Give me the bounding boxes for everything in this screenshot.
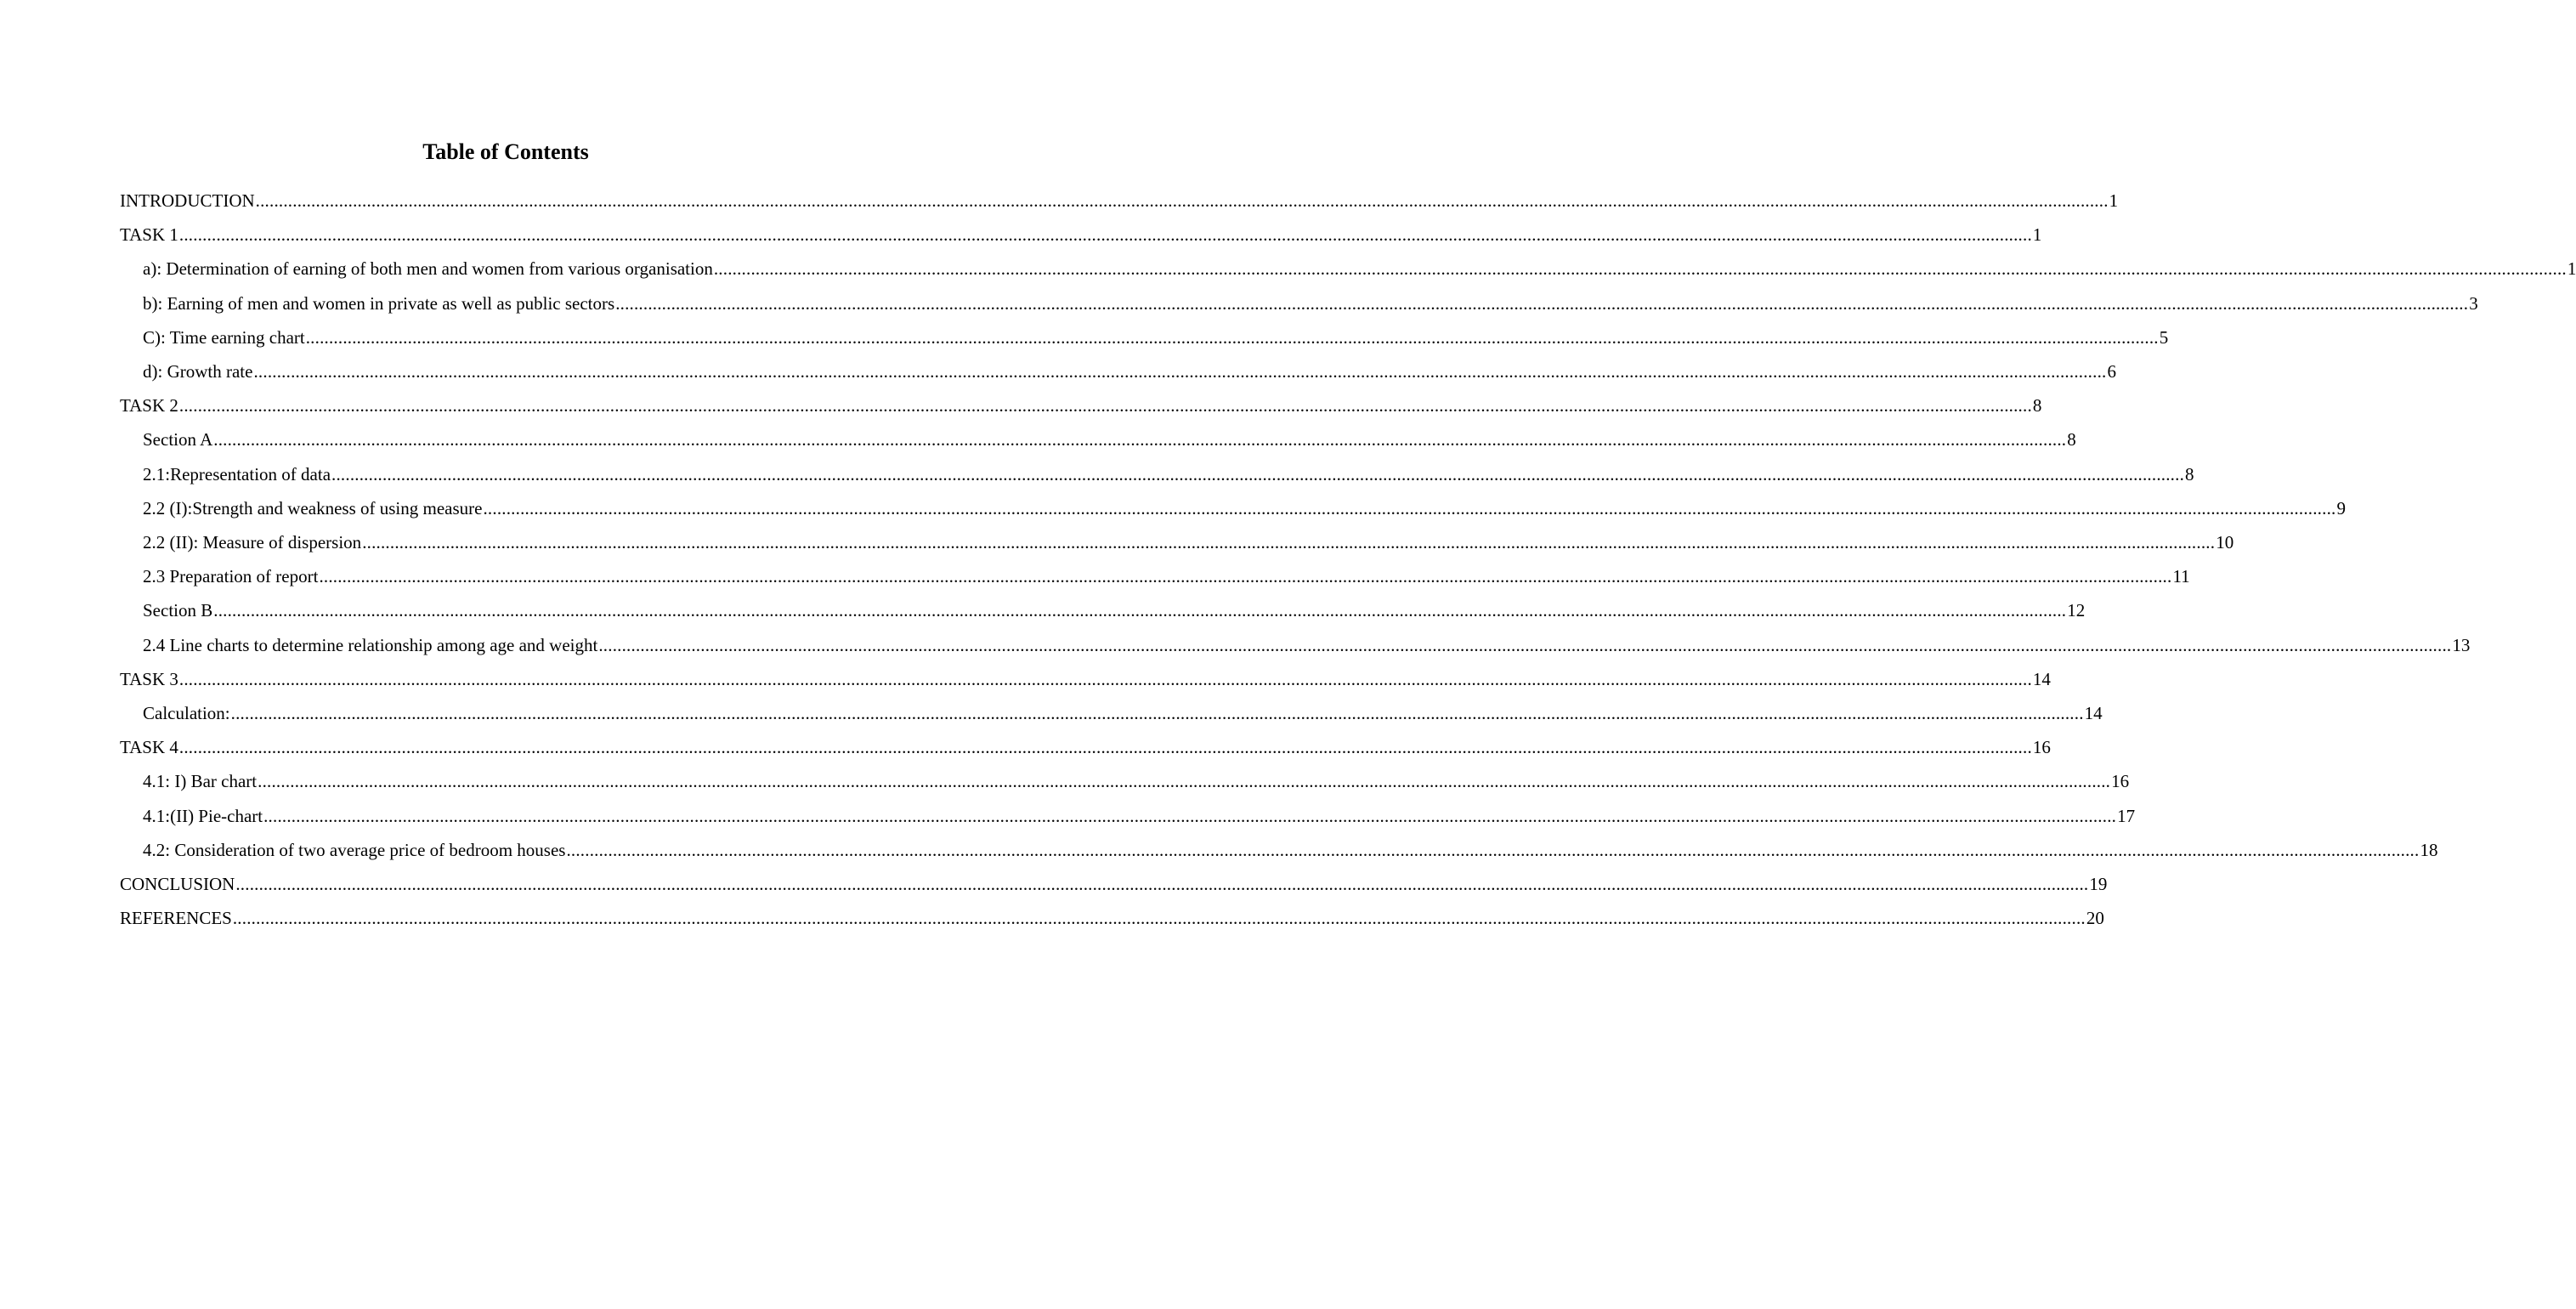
toc-dot-leader: ................................................................................................................................................................................................................................................................................................................................................................................................................	[253, 361, 2107, 382]
toc-entry[interactable]	[143, 457, 2194, 491]
toc-entry-page-number: 8	[2032, 395, 2042, 416]
toc-entry-page-number: 18	[2420, 839, 2438, 860]
toc-entry[interactable]	[120, 730, 2051, 764]
toc-entry-page-number: 9	[2336, 497, 2346, 518]
toc-dot-leader: ................................................................................................................................................................................................................................................................................................................................................................................................................	[713, 258, 2567, 280]
toc-entry-page-number: 13	[2452, 634, 2471, 655]
toc-dot-leader: ................................................................................................................................................................................................................................................................................................................................................................................................................	[255, 190, 2109, 211]
toc-dot-leader: ................................................................................................................................................................................................................................................................................................................................................................................................................	[258, 771, 2111, 792]
toc-entry-page-number: 1	[2032, 224, 2042, 246]
toc-entry-title: C): Time earning chart	[143, 326, 305, 348]
toc-entry[interactable]	[143, 696, 2103, 730]
toc-dot-leader: ................................................................................................................................................................................................................................................................................................................................................................................................................	[615, 292, 2469, 314]
toc-entry-title: Section A	[143, 429, 213, 450]
toc-dot-leader: ................................................................................................................................................................................................................................................................................................................................................................................................................	[235, 874, 2089, 894]
toc-entry[interactable]	[143, 799, 2136, 833]
toc-dot-leader: ................................................................................................................................................................................................................................................................................................................................................................................................................	[178, 395, 2032, 416]
toc-entry-page-number: 11	[2172, 566, 2190, 587]
toc-entry-title: INTRODUCTION	[120, 190, 255, 211]
toc-entry-title: a): Determination of earning of both men and women from various organisation	[143, 258, 713, 280]
toc-entry-title: REFERENCES	[120, 908, 232, 929]
toc-entry-page-number: 14	[2084, 703, 2103, 723]
toc-dot-leader: ................................................................................................................................................................................................................................................................................................................................................................................................................	[305, 326, 2159, 348]
toc-entry[interactable]	[143, 525, 2234, 559]
toc-entry-page-number: 17	[2117, 805, 2136, 826]
toc-entry-page-number: 12	[2067, 600, 2086, 621]
toc-dot-leader: ................................................................................................................................................................................................................................................................................................................................................................................................................	[178, 224, 2032, 246]
toc-entry[interactable]	[143, 764, 2130, 798]
toc-entry-title: TASK 1	[120, 224, 178, 246]
toc-entry-page-number: 20	[2086, 908, 2104, 929]
toc-entry-page-number: 5	[2159, 326, 2169, 348]
toc-entry-title: 4.1:(II) Pie-chart	[143, 805, 263, 826]
toc-entry-title: 2.2 (II): Measure of dispersion	[143, 532, 362, 552]
toc-entry-title: 2.3 Preparation of report	[143, 566, 319, 587]
toc-entry[interactable]	[143, 593, 2086, 627]
toc-entry-title: 4.1: I) Bar chart	[143, 771, 258, 792]
toc-entry[interactable]	[143, 628, 2471, 662]
toc-dot-leader: ................................................................................................................................................................................................................................................................................................................................................................................................................	[232, 908, 2086, 929]
toc-entry-title: CONCLUSION	[120, 874, 235, 894]
toc-entry[interactable]	[143, 252, 2576, 286]
toc-dot-leader: ................................................................................................................................................................................................................................................................................................................................................................................................................	[178, 668, 2032, 689]
toc-entry-title: Section B	[143, 600, 213, 621]
toc-entry-page-number: 8	[2067, 429, 2076, 450]
toc-entry-title: b): Earning of men and women in private as well as public sectors	[143, 292, 615, 314]
toc-entry-page-number: 6	[2107, 361, 2116, 382]
toc-entry-page-number: 16	[2032, 737, 2051, 758]
toc-dot-leader: ................................................................................................................................................................................................................................................................................................................................................................................................................	[483, 497, 2336, 518]
toc-entry-title: 2.1:Representation of data	[143, 463, 331, 484]
toc-title: Table of Contents	[422, 139, 589, 164]
toc-dot-leader: ................................................................................................................................................................................................................................................................................................................................................................................................................	[331, 463, 2185, 484]
toc-entry[interactable]	[143, 491, 2346, 525]
toc-entry-title: Calculation:	[143, 703, 230, 723]
toc-entry-title: 2.4 Line charts to determine relationship among age and weight	[143, 634, 598, 655]
toc-entry[interactable]	[120, 218, 2042, 252]
toc-entry-page-number: 8	[2185, 463, 2194, 484]
toc-dot-leader: ................................................................................................................................................................................................................................................................................................................................................................................................................	[230, 703, 2084, 723]
toc-dot-leader: ................................................................................................................................................................................................................................................................................................................................................................................................................	[598, 634, 2452, 655]
toc-entry-page-number: 1	[2109, 190, 2119, 211]
toc-entry-title: d): Growth rate	[143, 361, 253, 382]
toc-dot-leader: ................................................................................................................................................................................................................................................................................................................................................................................................................	[178, 737, 2032, 758]
toc-dot-leader: ................................................................................................................................................................................................................................................................................................................................................................................................................	[362, 532, 2216, 552]
toc-entry-title: 4.2: Consideration of two average price of bedroom houses	[143, 839, 566, 860]
toc-entry-title: TASK 2	[120, 395, 178, 416]
toc-entry[interactable]	[143, 833, 2438, 867]
toc-entry-page-number: 19	[2089, 874, 2108, 894]
toc-entry-title: TASK 3	[120, 668, 178, 689]
toc-entry-page-number: 14	[2032, 668, 2051, 689]
toc-entry[interactable]	[143, 422, 2076, 456]
toc-dot-leader: ................................................................................................................................................................................................................................................................................................................................................................................................................	[213, 429, 2067, 450]
toc-entry-title: 2.2 (I):Strength and weakness of using measure	[143, 497, 483, 518]
toc-entry[interactable]	[143, 286, 2478, 320]
toc-entry-page-number: 1	[2567, 258, 2576, 280]
toc-dot-leader: ................................................................................................................................................................................................................................................................................................................................................................................................................	[319, 566, 2172, 587]
toc-entry-page-number: 3	[2469, 292, 2478, 314]
toc-entry[interactable]	[143, 559, 2190, 593]
toc-entry-title: TASK 4	[120, 737, 178, 758]
toc-entry[interactable]	[120, 867, 2108, 901]
toc-entry[interactable]	[120, 184, 2119, 218]
toc-entry[interactable]	[143, 354, 2116, 388]
toc-entry[interactable]	[120, 662, 2051, 696]
toc-entry-page-number: 16	[2111, 771, 2130, 792]
toc-dot-leader: ................................................................................................................................................................................................................................................................................................................................................................................................................	[566, 839, 2420, 860]
toc-entry[interactable]	[120, 388, 2042, 422]
toc-dot-leader: ................................................................................................................................................................................................................................................................................................................................................................................................................	[263, 805, 2117, 826]
toc-entry[interactable]	[143, 320, 2169, 354]
toc-entry[interactable]	[120, 901, 2104, 935]
toc-dot-leader: ................................................................................................................................................................................................................................................................................................................................................................................................................	[213, 600, 2067, 621]
toc-entry-page-number: 10	[2216, 532, 2234, 552]
